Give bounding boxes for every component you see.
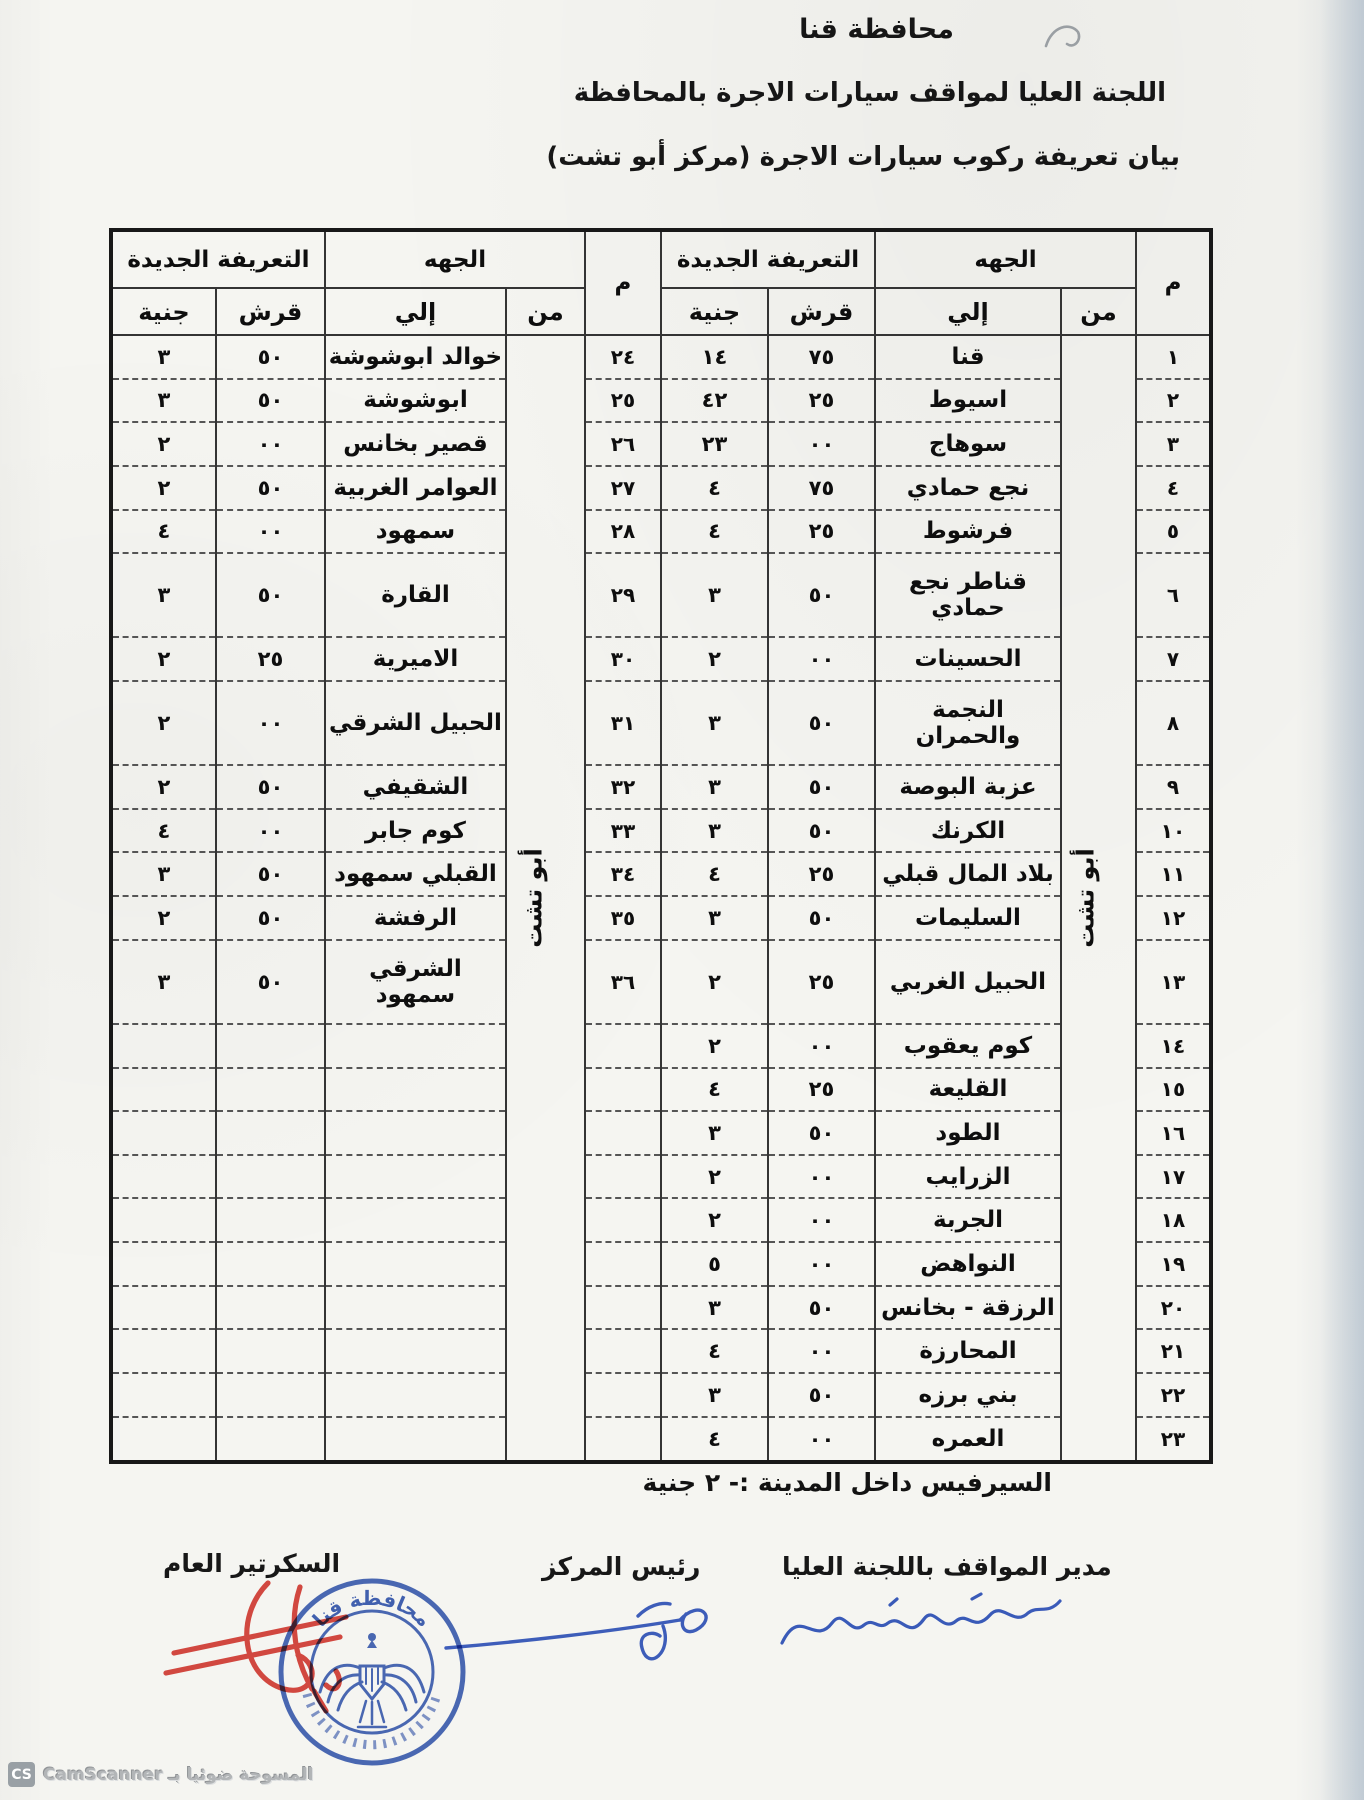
fare-geneh-cell: ٢ [111, 765, 216, 809]
camscanner-watermark [8, 1762, 313, 1787]
table-row [111, 852, 1211, 896]
destination-cell: قناطر نجع حمادي [875, 553, 1061, 637]
table-row [111, 809, 1211, 853]
serial-header: م [1136, 230, 1211, 335]
fare-qirsh-cell: ٥٠ [216, 553, 325, 637]
fare-qirsh-cell: ٥٠ [768, 896, 875, 940]
pen-mark [1040, 18, 1086, 58]
director-label: مدير المواقف باللجنة العليا [782, 1552, 1112, 1581]
fare-geneh-cell: ٣ [661, 1373, 768, 1417]
table-row [111, 466, 1211, 510]
fare-geneh-cell: ٤ [111, 510, 216, 554]
fare-geneh-cell: ٣ [111, 379, 216, 423]
fare-geneh-cell: ٣ [661, 553, 768, 637]
serial-cell [585, 1286, 661, 1330]
table-row [111, 1068, 1211, 1112]
secretary-label: السكرتير العام [163, 1549, 341, 1578]
fare-geneh-cell [111, 1242, 216, 1286]
destination-cell: بني برزه [875, 1373, 1061, 1417]
destination-cell: السليمات [875, 896, 1061, 940]
destination-cell: النواهض [875, 1242, 1061, 1286]
fare-qirsh-cell: ٥٠ [768, 1286, 875, 1330]
new-fare-header: التعريفة الجديدة [661, 230, 875, 288]
destination-cell [325, 1111, 506, 1155]
serial-cell [585, 1329, 661, 1373]
fare-geneh-cell [111, 1111, 216, 1155]
stamp-arc-text: محافظة قنا [307, 1585, 437, 1632]
fare-geneh-cell: ٣ [661, 681, 768, 765]
fare-geneh-cell: ٢ [111, 422, 216, 466]
fare-geneh-cell: ٢ [111, 896, 216, 940]
fare-qirsh-cell: ٠٠ [768, 1242, 875, 1286]
serial-cell: ١٥ [1136, 1068, 1211, 1112]
fare-qirsh-cell [216, 1068, 325, 1112]
fare-geneh-cell [111, 1068, 216, 1112]
fare-qirsh-cell [216, 1286, 325, 1330]
fare-geneh-cell: ٤ [661, 510, 768, 554]
serial-cell [585, 1373, 661, 1417]
destination-cell: الرفشة [325, 896, 506, 940]
serial-cell: ١٦ [1136, 1111, 1211, 1155]
destination-cell: قصير بخانس [325, 422, 506, 466]
table-row [111, 335, 1211, 379]
serial-cell: ٧ [1136, 637, 1211, 681]
fare-qirsh-cell: ٠٠ [768, 1024, 875, 1068]
destination-cell: الشرقي سمهود [325, 940, 506, 1024]
table-row [111, 379, 1211, 423]
director-signature [770, 1575, 1070, 1670]
destination-cell [325, 1242, 506, 1286]
fare-qirsh-cell: ٢٥ [768, 940, 875, 1024]
fare-table-wrapper [113, 228, 1213, 1464]
destination-cell: العوامر الغربية [325, 466, 506, 510]
fare-qirsh-cell: ٥٠ [768, 809, 875, 853]
to-header: إلي [875, 288, 1061, 335]
table-row [111, 940, 1211, 1024]
table-row [111, 1286, 1211, 1330]
serial-cell: ١٣ [1136, 940, 1211, 1024]
destination-cell: الاميرية [325, 637, 506, 681]
serial-cell: ٣٣ [585, 809, 661, 853]
fare-geneh-cell [111, 1198, 216, 1242]
side-header: الجهه [325, 230, 585, 288]
from-value-vertical: أبو تشت [1071, 848, 1100, 948]
fare-qirsh-cell: ٢٥ [768, 510, 875, 554]
serial-cell: ٤ [1136, 466, 1211, 510]
serial-cell: ١٠ [1136, 809, 1211, 853]
serial-cell: ٢٥ [585, 379, 661, 423]
fare-qirsh-cell [216, 1198, 325, 1242]
fare-geneh-cell: ٤ [661, 1329, 768, 1373]
destination-cell: القارة [325, 553, 506, 637]
fare-qirsh-cell [216, 1242, 325, 1286]
table-row [111, 553, 1211, 637]
fare-geneh-cell [111, 1155, 216, 1199]
fare-geneh-cell: ٣ [111, 335, 216, 379]
fare-geneh-cell: ٤ [661, 466, 768, 510]
fare-qirsh-cell: ٧٥ [768, 335, 875, 379]
fare-geneh-cell: ٣ [661, 1111, 768, 1155]
serial-cell: ٢ [1136, 379, 1211, 423]
eagle-emblem [320, 1633, 424, 1727]
fare-qirsh-cell [216, 1373, 325, 1417]
fare-table [109, 228, 1213, 1464]
serial-cell: ٢٢ [1136, 1373, 1211, 1417]
serial-cell: ١٧ [1136, 1155, 1211, 1199]
serial-cell [585, 1068, 661, 1112]
fare-qirsh-cell: ٠٠ [216, 422, 325, 466]
table-row [111, 1024, 1211, 1068]
fare-geneh-cell: ٤٢ [661, 379, 768, 423]
fare-geneh-cell: ٢ [111, 637, 216, 681]
fare-geneh-cell: ٤ [661, 852, 768, 896]
fare-qirsh-cell: ٠٠ [216, 510, 325, 554]
destination-cell: اسيوط [875, 379, 1061, 423]
serial-cell: ٣٦ [585, 940, 661, 1024]
fare-qirsh-cell [216, 1024, 325, 1068]
destination-cell [325, 1286, 506, 1330]
table-row [111, 1417, 1211, 1462]
to-header: إلي [325, 288, 506, 335]
fare-qirsh-cell: ٥٠ [216, 466, 325, 510]
table-row [111, 510, 1211, 554]
camscanner-text: المسوحة ضوئيا بـ CamScanner [43, 1764, 314, 1785]
table-row [111, 1198, 1211, 1242]
fare-qirsh-cell: ٥٠ [216, 379, 325, 423]
serial-cell: ٢٨ [585, 510, 661, 554]
table-row [111, 1373, 1211, 1417]
fare-qirsh-cell: ٠٠ [768, 637, 875, 681]
destination-cell: كوم يعقوب [875, 1024, 1061, 1068]
fare-qirsh-cell: ٧٥ [768, 466, 875, 510]
serial-header: م [585, 230, 661, 335]
table-header [111, 230, 1211, 335]
serial-cell: ٣٤ [585, 852, 661, 896]
fare-geneh-cell: ٣ [661, 896, 768, 940]
scan-edge-shadow [1320, 0, 1364, 1800]
destination-cell: فرشوط [875, 510, 1061, 554]
fare-qirsh-cell: ٥٠ [768, 1111, 875, 1155]
serial-cell: ١٩ [1136, 1242, 1211, 1286]
fare-geneh-cell: ٢ [661, 1024, 768, 1068]
destination-cell: الكرنك [875, 809, 1061, 853]
destination-cell: ابوشوشة [325, 379, 506, 423]
fare-geneh-cell: ٤ [111, 809, 216, 853]
serial-cell: ٣١ [585, 681, 661, 765]
committee-title: اللجنة العليا لمواقف سيارات الاجرة بالمحافظة [573, 78, 1166, 108]
serial-cell [585, 1198, 661, 1242]
new-fare-header: التعريفة الجديدة [111, 230, 325, 288]
qirsh-header: قرش [768, 288, 875, 335]
fare-qirsh-cell: ٠٠ [768, 1198, 875, 1242]
fare-geneh-cell: ٢٣ [661, 422, 768, 466]
serial-cell [585, 1155, 661, 1199]
fare-geneh-cell: ٢ [111, 466, 216, 510]
fare-geneh-cell [111, 1024, 216, 1068]
serial-cell: ٦ [1136, 553, 1211, 637]
destination-cell: سمهود [325, 510, 506, 554]
table-row [111, 765, 1211, 809]
fare-qirsh-cell: ٥٠ [216, 940, 325, 1024]
fare-qirsh-cell [216, 1329, 325, 1373]
fare-geneh-cell: ٥ [661, 1242, 768, 1286]
fare-geneh-cell: ٢ [661, 1198, 768, 1242]
destination-cell: عزبة البوصة [875, 765, 1061, 809]
serial-cell: ٩ [1136, 765, 1211, 809]
table-row [111, 422, 1211, 466]
destination-cell: القبلي سمهود [325, 852, 506, 896]
fare-geneh-cell: ٣ [111, 852, 216, 896]
serial-cell [585, 1242, 661, 1286]
destination-cell: الزرايب [875, 1155, 1061, 1199]
destination-cell: النجمة والحمران [875, 681, 1061, 765]
serial-cell: ٣٥ [585, 896, 661, 940]
fare-geneh-cell [111, 1417, 216, 1462]
serial-cell: ٢٧ [585, 466, 661, 510]
serial-cell: ٢١ [1136, 1329, 1211, 1373]
destination-cell: كوم جابر [325, 809, 506, 853]
geneh-header: جنية [661, 288, 768, 335]
fare-qirsh-cell: ٥٠ [216, 896, 325, 940]
fare-geneh-cell [111, 1286, 216, 1330]
destination-cell: المحارزة [875, 1329, 1061, 1373]
destination-cell: الرزقة - بخانس [875, 1286, 1061, 1330]
serial-cell: ٢٤ [585, 335, 661, 379]
destination-cell: القليعة [875, 1068, 1061, 1112]
serial-cell: ١١ [1136, 852, 1211, 896]
side-header: الجهه [875, 230, 1136, 288]
destination-cell: الحسينات [875, 637, 1061, 681]
destination-cell [325, 1198, 506, 1242]
destination-cell: خوالد ابوشوشة [325, 335, 506, 379]
serial-cell [585, 1417, 661, 1462]
fare-qirsh-cell: ٢٥ [768, 1068, 875, 1112]
fare-geneh-cell [111, 1373, 216, 1417]
destination-cell [325, 1024, 506, 1068]
table-row [111, 1242, 1211, 1286]
governorate-title: محافظة قنا [799, 14, 954, 45]
table-row [111, 896, 1211, 940]
destination-cell: نجع حمادي [875, 466, 1061, 510]
camscanner-badge: CS [8, 1762, 35, 1787]
serial-cell: ٥ [1136, 510, 1211, 554]
destination-cell: الحبيل الغربي [875, 940, 1061, 1024]
serial-cell: ١٤ [1136, 1024, 1211, 1068]
destination-cell [325, 1329, 506, 1373]
geneh-header: جنية [111, 288, 216, 335]
destination-cell: الجربة [875, 1198, 1061, 1242]
serial-cell: ٢٩ [585, 553, 661, 637]
from-cell [506, 335, 585, 1462]
serial-cell: ١٢ [1136, 896, 1211, 940]
table-row [111, 1329, 1211, 1373]
serial-cell: ٣٠ [585, 637, 661, 681]
serial-cell: ١٨ [1136, 1198, 1211, 1242]
fare-geneh-cell: ٤ [661, 1068, 768, 1112]
fare-geneh-cell: ٣ [661, 809, 768, 853]
serial-cell: ٨ [1136, 681, 1211, 765]
fare-geneh-cell: ٣ [111, 940, 216, 1024]
destination-cell: سوهاج [875, 422, 1061, 466]
fare-geneh-cell: ٢ [661, 1155, 768, 1199]
destination-cell: بلاد المال قبلي [875, 852, 1061, 896]
fare-qirsh-cell: ٥٠ [768, 553, 875, 637]
table-body [111, 335, 1211, 1462]
fare-qirsh-cell: ٥٠ [768, 1373, 875, 1417]
fare-qirsh-cell: ٠٠ [768, 1329, 875, 1373]
fare-qirsh-cell: ٥٠ [216, 335, 325, 379]
official-stamp [274, 1574, 470, 1770]
fare-geneh-cell: ٢ [661, 940, 768, 1024]
fare-qirsh-cell: ٢٥ [768, 852, 875, 896]
table-row [111, 1111, 1211, 1155]
destination-cell: قنا [875, 335, 1061, 379]
fare-qirsh-cell: ٠٠ [768, 1155, 875, 1199]
fare-qirsh-cell: ٠٠ [216, 809, 325, 853]
destination-cell [325, 1417, 506, 1462]
fare-qirsh-cell: ٥٠ [768, 765, 875, 809]
destination-cell: العمره [875, 1417, 1061, 1462]
from-header: من [1061, 288, 1136, 335]
fare-qirsh-cell: ٥٠ [768, 681, 875, 765]
table-row [111, 1155, 1211, 1199]
fare-qirsh-cell: ٠٠ [768, 1417, 875, 1462]
fare-geneh-cell [111, 1329, 216, 1373]
destination-cell: الطود [875, 1111, 1061, 1155]
fare-qirsh-cell: ٥٠ [216, 765, 325, 809]
serial-cell: ١ [1136, 335, 1211, 379]
fare-qirsh-cell: ٢٥ [216, 637, 325, 681]
destination-cell [325, 1373, 506, 1417]
from-header: من [506, 288, 585, 335]
table-row [111, 681, 1211, 765]
destination-cell [325, 1155, 506, 1199]
serial-cell [585, 1024, 661, 1068]
from-value-vertical: أبو تشت [520, 848, 549, 948]
fare-qirsh-cell [216, 1111, 325, 1155]
table-row [111, 637, 1211, 681]
fare-geneh-cell: ٣ [661, 1286, 768, 1330]
serial-cell: ٢٠ [1136, 1286, 1211, 1330]
serial-cell: ٣٢ [585, 765, 661, 809]
fare-geneh-cell: ٣ [111, 553, 216, 637]
center-head-signature [438, 1586, 728, 1706]
serial-cell [585, 1111, 661, 1155]
serial-cell: ٣ [1136, 422, 1211, 466]
serial-cell: ٢٦ [585, 422, 661, 466]
fare-qirsh-cell [216, 1417, 325, 1462]
fare-qirsh-cell: ٢٥ [768, 379, 875, 423]
service-note: السيرفيس داخل المدينة :- ٢ جنية [642, 1468, 1052, 1497]
serial-cell: ٢٣ [1136, 1417, 1211, 1462]
qirsh-header: قرش [216, 288, 325, 335]
center-head-label: رئيس المركز [542, 1552, 701, 1581]
destination-cell: الشقيفي [325, 765, 506, 809]
fare-geneh-cell: ٤ [661, 1417, 768, 1462]
from-cell [1061, 335, 1136, 1462]
fare-qirsh-cell: ٥٠ [216, 852, 325, 896]
fare-geneh-cell: ١٤ [661, 335, 768, 379]
fare-geneh-cell: ٢ [111, 681, 216, 765]
fare-qirsh-cell [216, 1155, 325, 1199]
destination-cell [325, 1068, 506, 1112]
fare-qirsh-cell: ٠٠ [768, 422, 875, 466]
statement-title: بيان تعريفة ركوب سيارات الاجرة (مركز أبو تشت) [546, 142, 1180, 172]
fare-qirsh-cell: ٠٠ [216, 681, 325, 765]
fare-geneh-cell: ٣ [661, 765, 768, 809]
destination-cell: الحبيل الشرقي [325, 681, 506, 765]
fare-geneh-cell: ٢ [661, 637, 768, 681]
